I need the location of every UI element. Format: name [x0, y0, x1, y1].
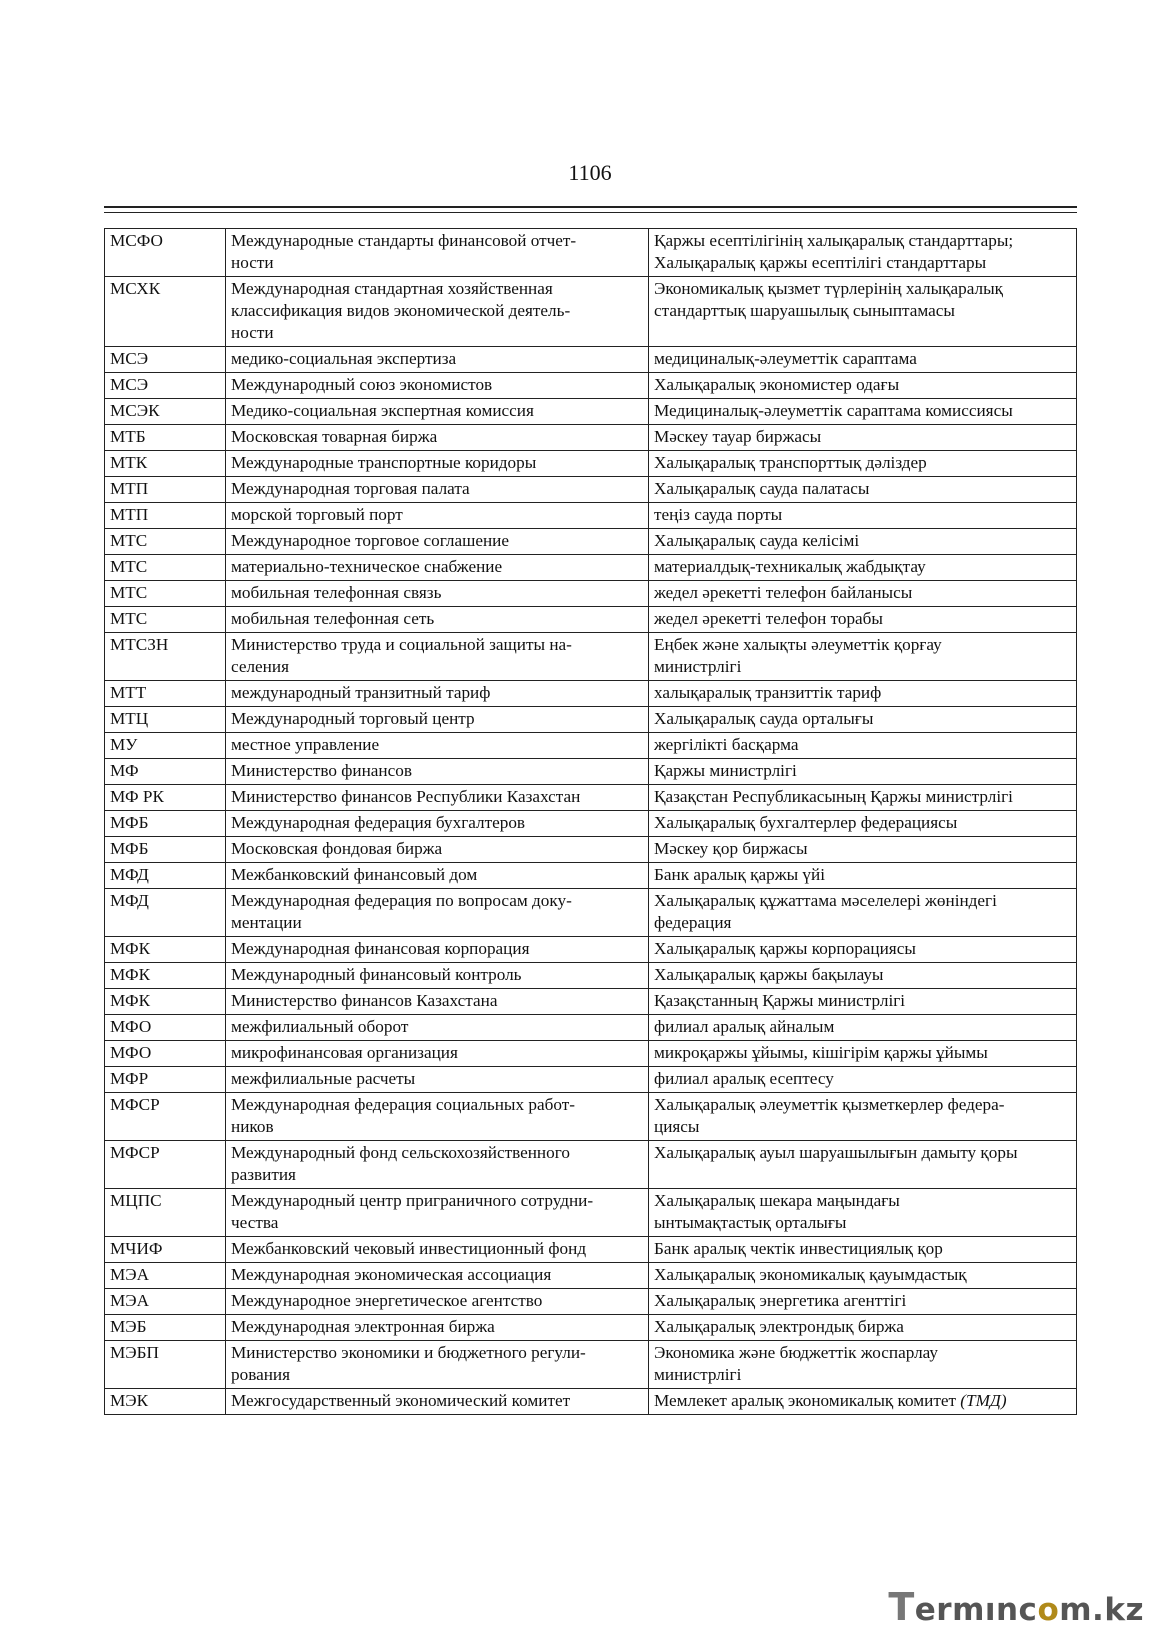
russian-term-cell: международный транзитный тариф [226, 681, 649, 707]
abbreviation-cell: МЧИФ [105, 1237, 226, 1263]
kazakh-term-cell: Еңбек және халықты әлеуметтiк қорғау министрлiгi [649, 633, 1077, 681]
russian-term-cell: Московская товарная биржа [226, 425, 649, 451]
kazakh-term-cell: Халықаралық құжаттама мәселелерi жөнiндегi федерация [649, 889, 1077, 937]
russian-term-cell: Международная федерация по вопросам доку- ментации [226, 889, 649, 937]
table-row [105, 1263, 1077, 1289]
russian-term-cell: межфилиальные расчеты [226, 1067, 649, 1093]
russian-term-cell: Международное торговое соглашение [226, 529, 649, 555]
logo-text-part2: m.kz [1059, 1592, 1144, 1628]
table-row [105, 811, 1077, 837]
table-row [105, 229, 1077, 277]
table-row [105, 451, 1077, 477]
table-row [105, 1015, 1077, 1041]
table-row [105, 633, 1077, 681]
table-row [105, 889, 1077, 937]
abbreviation-cell: МТС [105, 555, 226, 581]
abbreviation-cell: МФР [105, 1067, 226, 1093]
page-number: 1106 [568, 160, 612, 185]
header-rule-thick [104, 206, 1077, 208]
russian-term-cell: Международные стандарты финансовой отчет- ности [226, 229, 649, 277]
kazakh-term-cell: Халықаралық энергетика агенттiгi [649, 1289, 1077, 1315]
kazakh-term-cell: Халықаралық экономистер одағы [649, 373, 1077, 399]
kazakh-term-cell: халықаралық транзиттiк тариф [649, 681, 1077, 707]
russian-term-cell: Международный союз экономистов [226, 373, 649, 399]
abbreviation-cell: МФО [105, 1015, 226, 1041]
abbreviation-cell: МЭБ [105, 1315, 226, 1341]
abbreviation-cell: МУ [105, 733, 226, 759]
russian-term-cell: местное управление [226, 733, 649, 759]
russian-term-cell: Межбанковский чековый инвестиционный фонд [226, 1237, 649, 1263]
table-row [105, 989, 1077, 1015]
table-row [105, 529, 1077, 555]
kazakh-term-cell: Халықаралық шекара маңындағы ынтымақтастық орталығы [649, 1189, 1077, 1237]
table-row [105, 1041, 1077, 1067]
abbreviation-cell: МСФО [105, 229, 226, 277]
kazakh-term-cell: Экономика және бюджеттiк жоспарлау министрлiгi [649, 1341, 1077, 1389]
kazakh-term-cell: медициналық-әлеуметтік сараптама [649, 347, 1077, 373]
abbreviation-cell: МФК [105, 937, 226, 963]
table-row [105, 1067, 1077, 1093]
russian-term-cell: Международная федерация бухгалтеров [226, 811, 649, 837]
abbreviation-cell: МФК [105, 963, 226, 989]
abbreviation-cell: МТЦ [105, 707, 226, 733]
abbreviation-cell: МФД [105, 863, 226, 889]
table-row [105, 277, 1077, 347]
russian-term-cell: морской торговый порт [226, 503, 649, 529]
kazakh-term-cell: Мемлекет аралық экономикалық комитет (ТМД) [649, 1389, 1077, 1415]
logo-letter-t: T [888, 1585, 915, 1629]
russian-term-cell: Международный торговый центр [226, 707, 649, 733]
russian-term-cell: Межбанковский финансовый дом [226, 863, 649, 889]
russian-term-cell: Международная торговая палата [226, 477, 649, 503]
kazakh-term-cell: Халықаралық экономикалық қауымдастық [649, 1263, 1077, 1289]
table-row [105, 555, 1077, 581]
russian-term-cell: Международное энергетическое агентство [226, 1289, 649, 1315]
table-row [105, 581, 1077, 607]
kazakh-term-cell: материалдық-техникалық жабдықтау [649, 555, 1077, 581]
table-row [105, 1289, 1077, 1315]
abbreviation-cell: МФД [105, 889, 226, 937]
table-row [105, 1237, 1077, 1263]
russian-term-cell: Международный финансовый контроль [226, 963, 649, 989]
russian-term-cell: Министерство финансов Республики Казахстан [226, 785, 649, 811]
table-row [105, 759, 1077, 785]
table-row [105, 503, 1077, 529]
kazakh-term-cell: Халықаралық қаржы корпорациясы [649, 937, 1077, 963]
logo-text-part1: ermınc [914, 1592, 1038, 1628]
kazakh-term-cell: Қазақстан Республикасының Қаржы министрлiгi [649, 785, 1077, 811]
abbreviation-cell: МФ РК [105, 785, 226, 811]
kazakh-term-cell: микроқаржы ұйымы, кiшiгiрiм қаржы ұйымы [649, 1041, 1077, 1067]
table-row [105, 707, 1077, 733]
russian-term-cell: Международная стандартная хозяйственная классификация видов экономической деятель- ности [226, 277, 649, 347]
table-row [105, 399, 1077, 425]
header-rule-thin [104, 212, 1077, 213]
abbreviation-cell: МТС [105, 581, 226, 607]
abbreviation-cell: МТП [105, 477, 226, 503]
kazakh-term-cell: Қаржы министрлiгi [649, 759, 1077, 785]
abbreviation-cell: МСЭ [105, 347, 226, 373]
table-row [105, 1189, 1077, 1237]
table-row [105, 785, 1077, 811]
abbreviation-cell: МТС [105, 529, 226, 555]
table-row [105, 681, 1077, 707]
table-row [105, 1341, 1077, 1389]
russian-term-cell: межфилиальный оборот [226, 1015, 649, 1041]
kazakh-term-cell: Экономикалық қызмет түрлерінің халықаралық стандарттық шаруашылық сыныптамасы [649, 277, 1077, 347]
russian-term-cell: Министерство финансов [226, 759, 649, 785]
table-row [105, 733, 1077, 759]
table-row [105, 937, 1077, 963]
abbreviation-cell: МСХК [105, 277, 226, 347]
table-row [105, 1315, 1077, 1341]
abbreviation-cell: МЭБП [105, 1341, 226, 1389]
russian-term-cell: Международная федерация социальных работ- ников [226, 1093, 649, 1141]
russian-term-cell: Международный центр приграничного сотрудни- чества [226, 1189, 649, 1237]
russian-term-cell: Международная экономическая ассоциация [226, 1263, 649, 1289]
kazakh-term-cell: Халықаралық сауда палатасы [649, 477, 1077, 503]
russian-term-cell: мобильная телефонная сеть [226, 607, 649, 633]
kazakh-term-cell: Банк аралық қаржы үйi [649, 863, 1077, 889]
table-row [105, 863, 1077, 889]
abbreviation-cell: МТС [105, 607, 226, 633]
abbreviation-cell: МТБ [105, 425, 226, 451]
kazakh-term-cell: Қазақстанның Қаржы министрлiгi [649, 989, 1077, 1015]
russian-term-cell: Международные транспортные коридоры [226, 451, 649, 477]
abbreviation-cell: МТСЗН [105, 633, 226, 681]
table-row [105, 425, 1077, 451]
russian-term-cell: Министерство труда и социальной защиты на- селения [226, 633, 649, 681]
abbreviation-cell: МФБ [105, 811, 226, 837]
abbreviation-cell: МФО [105, 1041, 226, 1067]
kazakh-term-suffix: (ТМД) [960, 1391, 1007, 1410]
kazakh-term-cell: теңiз сауда порты [649, 503, 1077, 529]
kazakh-term-cell: жергiлiктi басқарма [649, 733, 1077, 759]
kazakh-term-cell: Мәскеу тауар биржасы [649, 425, 1077, 451]
russian-term-cell: Министерство финансов Казахстана [226, 989, 649, 1015]
kazakh-term-cell: жедел әрекеттi телефон байланысы [649, 581, 1077, 607]
table-row [105, 1389, 1077, 1415]
abbreviation-cell: МЭА [105, 1263, 226, 1289]
abbreviation-cell: МФБ [105, 837, 226, 863]
russian-term-cell: Международный фонд сельскохозяйственного развития [226, 1141, 649, 1189]
kazakh-term-cell: Халықаралық әлеуметтiк қызметкерлер федера- циясы [649, 1093, 1077, 1141]
table-row [105, 607, 1077, 633]
kazakh-term-cell: Халықаралық қаржы бақылауы [649, 963, 1077, 989]
table-row [105, 963, 1077, 989]
abbreviation-cell: МЭА [105, 1289, 226, 1315]
kazakh-term-cell: Қаржы есептілігінің халықаралық стандарттары; Халықаралық қаржы есептілігі стандарттары [649, 229, 1077, 277]
kazakh-term-cell: Халықаралық электрондық биржа [649, 1315, 1077, 1341]
glossary-body [105, 229, 1077, 1415]
kazakh-term-cell: филиал аралық айналым [649, 1015, 1077, 1041]
abbreviation-cell: МТП [105, 503, 226, 529]
russian-term-cell: материально-техническое снабжение [226, 555, 649, 581]
kazakh-term-cell: Халықаралық транспорттық дәлiздер [649, 451, 1077, 477]
russian-term-cell: Межгосударственный экономический комитет [226, 1389, 649, 1415]
kazakh-term-cell: Мәскеу қор биржасы [649, 837, 1077, 863]
kazakh-term-cell: Халықаралық сауда орталығы [649, 707, 1077, 733]
abbreviation-cell: МФСР [105, 1141, 226, 1189]
table-row [105, 477, 1077, 503]
russian-term-cell: мобильная телефонная связь [226, 581, 649, 607]
kazakh-term-cell: Медициналық-әлеуметтік сараптама комиссиясы [649, 399, 1077, 425]
russian-term-cell: микрофинансовая организация [226, 1041, 649, 1067]
kazakh-term-cell: Банк аралық чектiк инвестициялық қор [649, 1237, 1077, 1263]
abbreviation-cell: МТТ [105, 681, 226, 707]
kazakh-term-cell: Халықаралық ауыл шаруашылығын дамыту қоры [649, 1141, 1077, 1189]
glossary-table [104, 228, 1077, 1415]
logo-letter-o: o [1037, 1592, 1060, 1628]
abbreviation-cell: МСЭ [105, 373, 226, 399]
table-row [105, 837, 1077, 863]
abbreviation-cell: МСЭК [105, 399, 226, 425]
russian-term-cell: Медико-социальная экспертная комиссия [226, 399, 649, 425]
table-row [105, 1093, 1077, 1141]
abbreviation-cell: МФ [105, 759, 226, 785]
table-row [105, 373, 1077, 399]
abbreviation-cell: МФСР [105, 1093, 226, 1141]
abbreviation-cell: МЦПС [105, 1189, 226, 1237]
table-row [105, 347, 1077, 373]
kazakh-term-cell: Халықаралық бухгалтерлер федерациясы [649, 811, 1077, 837]
russian-term-cell: Московская фондовая биржа [226, 837, 649, 863]
russian-term-cell: Международная электронная биржа [226, 1315, 649, 1341]
table-row [105, 1141, 1077, 1189]
kazakh-term-cell: филиал аралық есептесу [649, 1067, 1077, 1093]
site-logo [888, 1585, 1144, 1629]
kazakh-term-cell: Халықаралық сауда келiсiмi [649, 529, 1077, 555]
russian-term-cell: Международная финансовая корпорация [226, 937, 649, 963]
russian-term-cell: медико-социальная экспертиза [226, 347, 649, 373]
abbreviation-cell: МТК [105, 451, 226, 477]
russian-term-cell: Министерство экономики и бюджетного регули- рования [226, 1341, 649, 1389]
abbreviation-cell: МФК [105, 989, 226, 1015]
kazakh-term-cell: жедел әрекеттi телефон торабы [649, 607, 1077, 633]
abbreviation-cell: МЭК [105, 1389, 226, 1415]
